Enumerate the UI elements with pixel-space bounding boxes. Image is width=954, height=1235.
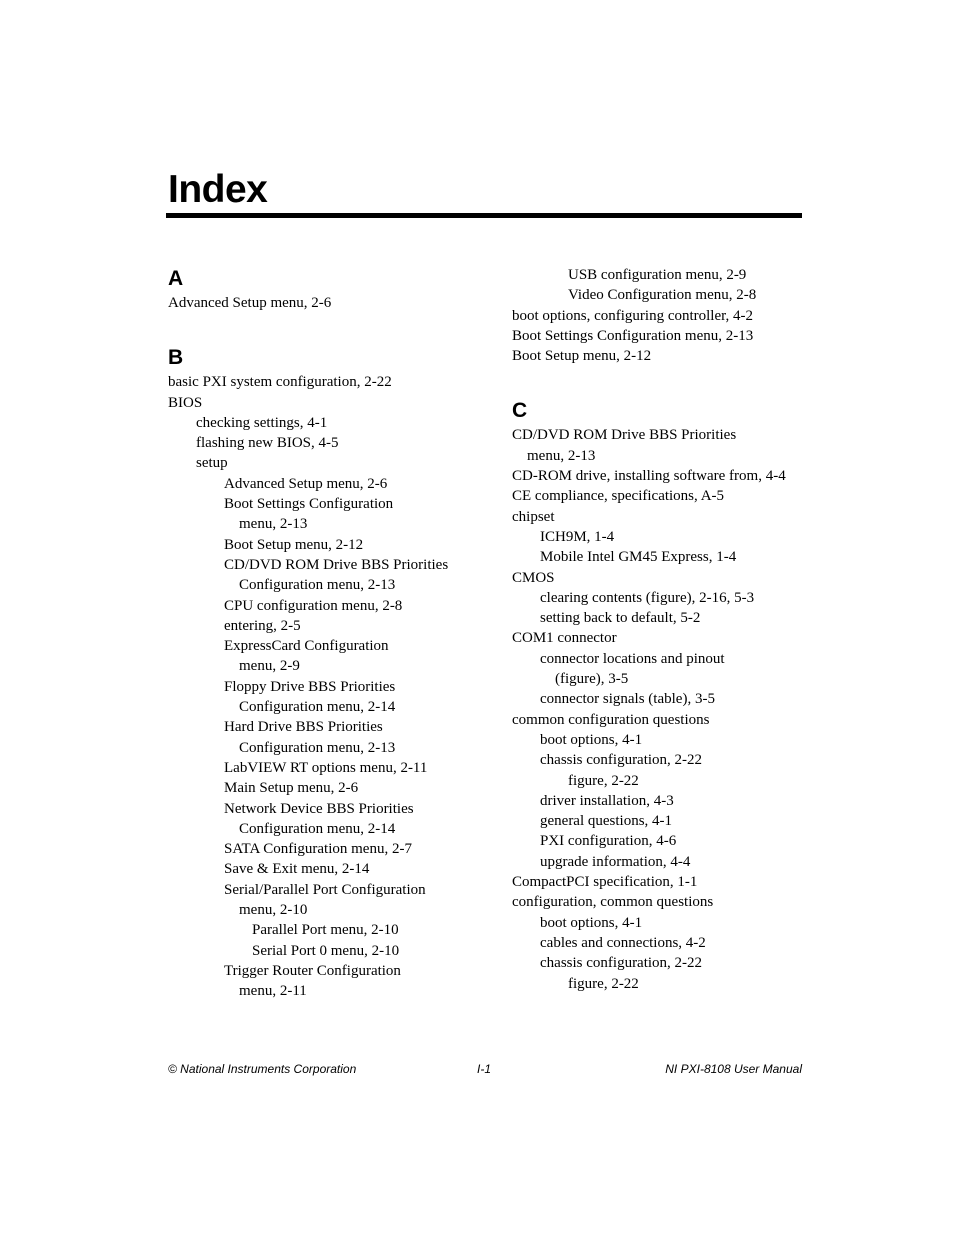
index-entry <box>512 853 812 873</box>
index-entry <box>512 569 812 589</box>
index-entry <box>512 528 812 548</box>
index-entry-continuation: Configuration menu, 2-13 <box>239 577 396 594</box>
index-entry-text: Parallel Port menu, 2-10 <box>252 922 399 939</box>
index-entry-text: SATA Configuration menu, 2-7 <box>224 841 412 858</box>
index-entry <box>512 711 812 731</box>
index-letter-heading: C <box>512 399 528 423</box>
index-entry-continuation: Configuration menu, 2-14 <box>239 820 396 837</box>
index-entry-text: connector signals (table), 3-5 <box>540 691 715 708</box>
index-entry <box>512 975 812 995</box>
index-entry-continuation: menu, 2-13 <box>527 447 596 464</box>
index-entry <box>168 536 488 556</box>
index-entry-text: chassis configuration, 2-22 <box>540 955 703 972</box>
index-entry-text: Boot Setup menu, 2-12 <box>224 536 364 553</box>
index-entry-text: Network Device BBS Priorities <box>224 800 414 817</box>
index-entry <box>512 914 812 934</box>
index-entry-continuation: Configuration menu, 2-13 <box>239 739 396 756</box>
index-entry-text: ICH9M, 1-4 <box>540 528 615 545</box>
index-entry-text: USB configuration menu, 2-9 <box>568 267 747 283</box>
index-entry <box>512 589 812 609</box>
index-entry-text: Floppy Drive BBS Priorities <box>224 678 396 695</box>
index-entry <box>168 454 488 474</box>
index-entry-text: boot options, 4-1 <box>540 731 643 748</box>
footer-copyright: © National Instruments Corporation <box>168 1062 357 1076</box>
index-entry-continuation: menu, 2-11 <box>239 983 307 1000</box>
index-entry <box>168 759 488 779</box>
index-entry-text: entering, 2-5 <box>224 617 301 634</box>
index-entry <box>512 629 812 649</box>
index-entry-text: Advanced Setup menu, 2-6 <box>224 475 388 492</box>
index-entry-text: COM1 connector <box>512 630 617 647</box>
section-gap <box>512 367 812 398</box>
index-entry-text: chassis configuration, 2-22 <box>540 752 703 769</box>
index-entry-text: CD-ROM drive, installing software from, 4-4 <box>512 468 786 485</box>
index-entry <box>512 487 812 507</box>
section-gap <box>168 314 488 345</box>
index-entry <box>168 860 488 880</box>
index-entry-text: LabVIEW RT options menu, 2-11 <box>224 759 428 776</box>
index-entry <box>168 718 488 759</box>
index-entry-continuation: menu, 2-9 <box>239 658 300 675</box>
index-entry-text: Advanced Setup menu, 2-6 <box>168 295 332 311</box>
index-entry <box>168 617 488 637</box>
index-entry-continuation: menu, 2-13 <box>239 516 308 533</box>
index-entry <box>512 873 812 893</box>
index-entry-text: CD/DVD ROM Drive BBS Priorities <box>224 556 449 573</box>
index-entry <box>512 893 812 913</box>
index-entry-text: CompactPCI specification, 1-1 <box>512 874 698 891</box>
index-entry-text: connector locations and pinout <box>540 650 725 667</box>
index-entry <box>512 426 812 467</box>
index-entry <box>168 637 488 678</box>
index-entry <box>512 508 812 528</box>
index-entry <box>168 597 488 617</box>
index-entry-text: CD/DVD ROM Drive BBS Priorities <box>512 427 737 444</box>
index-entry-text: configuration, common questions <box>512 894 714 911</box>
index-entry <box>168 434 488 454</box>
index-entry-text: driver installation, 4-3 <box>540 792 674 809</box>
index-entry-text: Video Configuration menu, 2-8 <box>568 287 757 304</box>
index-entry-text: Main Setup menu, 2-6 <box>224 780 359 797</box>
index-entry-text: Boot Setup menu, 2-12 <box>512 348 652 365</box>
index-entry <box>512 307 812 327</box>
index-letter-heading: A <box>168 267 184 290</box>
index-entry-text: Save & Exit menu, 2-14 <box>224 861 370 878</box>
index-entry <box>512 954 812 974</box>
footer-manual-title: NI PXI-8108 User Manual <box>665 1062 802 1076</box>
index-entry <box>512 609 812 629</box>
index-entry-text: chipset <box>512 508 555 525</box>
index-entry <box>168 294 488 314</box>
index-entry-continuation: Configuration menu, 2-14 <box>239 699 396 716</box>
index-entry-text: Serial/Parallel Port Configuration <box>224 881 426 898</box>
index-entry <box>512 832 812 852</box>
index-entry-text: setting back to default, 5-2 <box>540 610 701 627</box>
index-entry-text: cables and connections, 4-2 <box>540 934 706 951</box>
index-entry <box>168 678 488 719</box>
index-entry-text: BIOS <box>168 394 203 411</box>
index-entry <box>168 394 488 414</box>
footer-page-number: I-1 <box>477 1062 492 1076</box>
index-entry <box>168 475 488 495</box>
index-entry-text: clearing contents (figure), 2-16, 5-3 <box>540 589 755 606</box>
index-entry-text: checking settings, 4-1 <box>196 414 328 431</box>
index-entry <box>512 650 812 691</box>
index-entry <box>168 414 488 434</box>
index-entry-text: CE compliance, specifications, A-5 <box>512 488 725 505</box>
index-entry <box>512 286 812 306</box>
index-entry <box>168 840 488 860</box>
index-entry <box>512 772 812 792</box>
index-entry <box>512 792 812 812</box>
title-rule <box>166 213 802 218</box>
index-entry-text: setup <box>196 455 228 472</box>
index-entry-text: common configuration questions <box>512 711 710 728</box>
index-entry <box>512 690 812 710</box>
index-entry <box>512 266 812 286</box>
index-entry <box>168 779 488 799</box>
index-entry-text: basic PXI system configuration, 2-22 <box>168 374 392 391</box>
index-entry-text: Hard Drive BBS Priorities <box>224 719 383 736</box>
index-entry <box>168 800 488 841</box>
index-entry <box>168 373 488 393</box>
index-entry-text: boot options, configuring controller, 4-2 <box>512 307 754 324</box>
index-entry-text: Serial Port 0 menu, 2-10 <box>252 942 400 959</box>
index-entry <box>512 934 812 954</box>
index-entry <box>512 467 812 487</box>
index-entry-text: CPU configuration menu, 2-8 <box>224 597 403 614</box>
index-entry-continuation: (figure), 3-5 <box>555 671 629 688</box>
index-column-right <box>512 266 812 995</box>
index-entry <box>168 962 488 1003</box>
index-entry-text: boot options, 4-1 <box>540 914 643 931</box>
index-entry-text: flashing new BIOS, 4-5 <box>196 435 339 452</box>
index-entry-text: figure, 2-22 <box>568 772 639 789</box>
index-entry <box>512 548 812 568</box>
index-entry <box>512 347 812 367</box>
index-entry <box>168 921 488 941</box>
index-entry <box>168 556 488 597</box>
index-entry-text: ExpressCard Configuration <box>224 638 389 655</box>
index-entry <box>512 751 812 771</box>
index-entry <box>168 942 488 962</box>
index-entry-text: upgrade information, 4-4 <box>540 853 691 870</box>
index-entry-text: figure, 2-22 <box>568 975 639 992</box>
index-entry <box>168 495 488 536</box>
index-entry <box>512 812 812 832</box>
page-title: Index <box>168 168 268 211</box>
index-entry-text: Boot Settings Configuration <box>224 496 394 513</box>
index-entry-text: CMOS <box>512 569 555 586</box>
index-entry <box>168 881 488 922</box>
index-entry-text: Trigger Router Configuration <box>224 962 401 979</box>
index-entry-text: Mobile Intel GM45 Express, 1-4 <box>540 549 737 566</box>
index-entry <box>512 731 812 751</box>
index-entry-continuation: menu, 2-10 <box>239 902 308 919</box>
index-entry-text: PXI configuration, 4-6 <box>540 833 677 850</box>
index-column-left <box>168 266 488 1003</box>
index-entry <box>512 327 812 347</box>
index-entry-text: Boot Settings Configuration menu, 2-13 <box>512 327 754 344</box>
index-letter-heading: B <box>168 346 184 370</box>
index-entry-text: general questions, 4-1 <box>540 813 673 830</box>
